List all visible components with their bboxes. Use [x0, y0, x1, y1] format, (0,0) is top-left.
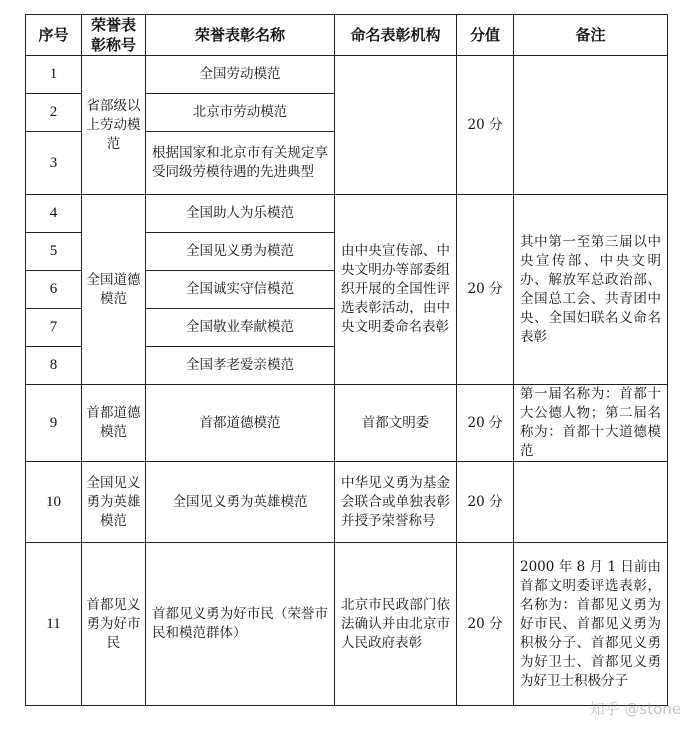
awarding-body-cell: 由中央宣传部、中央文明办等部委组织开展的全国性评选表彰活动，由中央文明委命名表彰	[335, 195, 457, 385]
honor-score-table	[25, 14, 668, 706]
row-number: 6	[26, 271, 82, 309]
score-cell: 20 分	[457, 462, 514, 543]
remarks-cell: 其中第一至第三届以中央宣传部、中央文明办、解放军总政治部、全国总工会、共青团中央、全国妇联名义命名表彰	[514, 195, 668, 385]
row-number: 1	[26, 56, 82, 94]
category-cell: 省部级以上劳动模范	[82, 56, 146, 195]
score-cell: 20 分	[457, 543, 514, 706]
honor-name-cell: 全国孝老爱亲模范	[146, 347, 335, 385]
score-cell: 20 分	[457, 385, 514, 462]
honor-table-container	[25, 14, 668, 706]
category-cell: 首都见义勇为好市民	[82, 543, 146, 706]
row-number: 3	[26, 132, 82, 195]
row-number: 11	[26, 543, 82, 706]
row-number: 5	[26, 233, 82, 271]
table-header-row	[26, 15, 668, 56]
honor-name-cell: 全国敬业奉献模范	[146, 309, 335, 347]
honor-name-cell: 全国见义勇为模范	[146, 233, 335, 271]
header-awarding-body: 命名表彰机构	[335, 15, 457, 56]
row-number: 8	[26, 347, 82, 385]
honor-name-cell: 全国助人为乐模范	[146, 195, 335, 233]
category-cell: 全国见义勇为英雄模范	[82, 462, 146, 543]
honor-name-cell: 北京市劳动模范	[146, 94, 335, 132]
row-number: 9	[26, 385, 82, 462]
category-cell: 首都道德模范	[82, 385, 146, 462]
header-honor-name: 荣誉表彰名称	[146, 15, 335, 56]
category-cell: 全国道德模范	[82, 195, 146, 385]
awarding-body-cell: 首都文明委	[335, 385, 457, 462]
header-index: 序号	[26, 15, 82, 56]
table-row	[26, 195, 668, 233]
honor-name-cell: 全国劳动模范	[146, 56, 335, 94]
header-score: 分值	[457, 15, 514, 56]
table-row	[26, 56, 668, 94]
awarding-body-cell	[335, 56, 457, 195]
honor-name-cell: 首都见义勇为好市民（荣誉市民和模范群体）	[146, 543, 335, 706]
honor-name-cell: 首都道德模范	[146, 385, 335, 462]
row-number: 2	[26, 94, 82, 132]
awarding-body-cell: 北京市民政部门依法确认并由北京市人民政府表彰	[335, 543, 457, 706]
watermark-text: 知乎 @stone	[589, 700, 681, 718]
honor-name-cell: 全国见义勇为英雄模范	[146, 462, 335, 543]
score-cell: 20 分	[457, 56, 514, 195]
remarks-cell: 2000 年 8 月 1 日前由首都文明委评选表彰，名称为：首都见义勇为好市民、首都见义勇为积极分子、首都见义勇为好卫士、首都见义勇为好卫士积极分子	[514, 543, 668, 706]
header-remarks: 备注	[514, 15, 668, 56]
table-row	[26, 543, 668, 706]
score-cell: 20 分	[457, 195, 514, 385]
remarks-cell	[514, 56, 668, 195]
row-number: 7	[26, 309, 82, 347]
remarks-cell: 第一届名称为：首都十大公德人物；第二届名称为：首都十大道德模范	[514, 385, 668, 462]
row-number: 10	[26, 462, 82, 543]
header-honor-title: 荣誉表彰称号	[82, 15, 146, 56]
awarding-body-cell: 中华见义勇为基金会联合或单独表彰并授予荣誉称号	[335, 462, 457, 543]
row-number: 4	[26, 195, 82, 233]
remarks-cell	[514, 462, 668, 543]
honor-name-cell: 全国诚实守信模范	[146, 271, 335, 309]
table-row	[26, 462, 668, 543]
table-row	[26, 385, 668, 462]
honor-name-cell: 根据国家和北京市有关规定享受同级劳模待遇的先进典型	[146, 132, 335, 195]
